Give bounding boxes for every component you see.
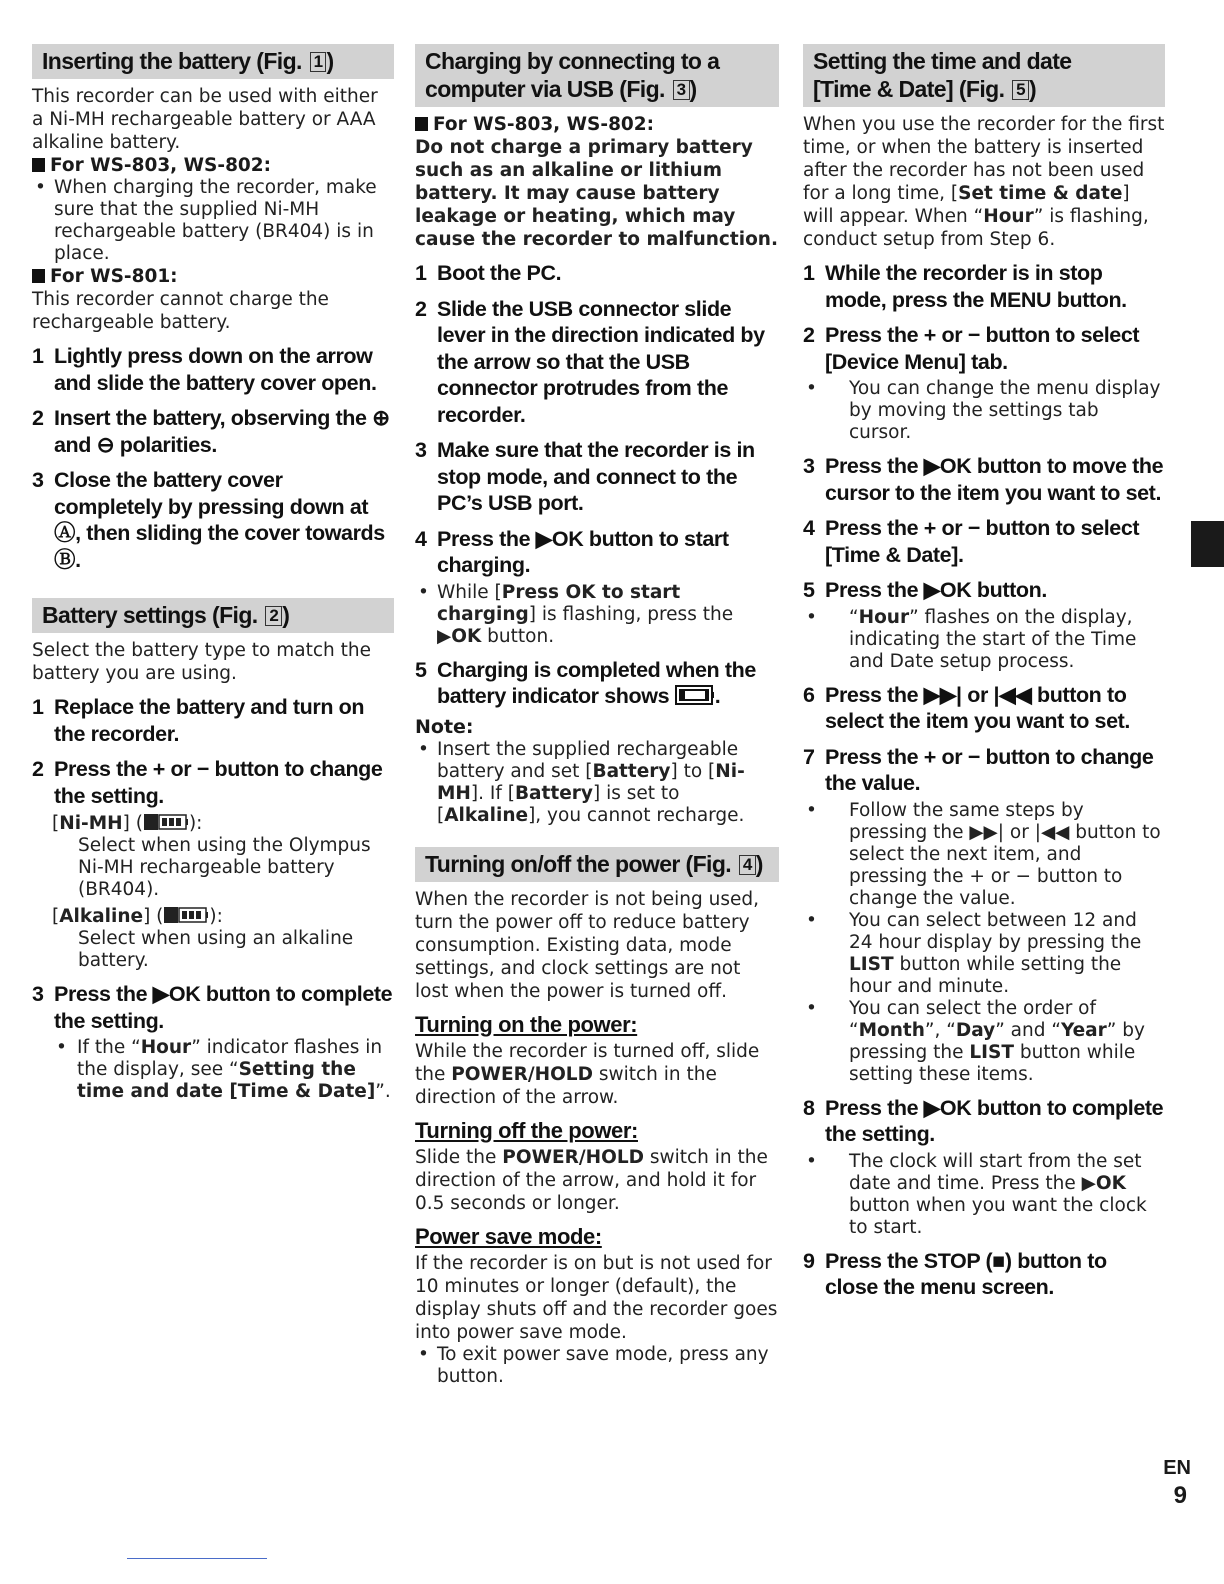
usb-step-1: 1 Boot the PC. [415,261,562,285]
note-marker-icon [32,269,45,283]
model-heading-801: For WS-801: [32,265,394,288]
alkaline-battery-icon [163,905,209,925]
insert-intro: This recorder can be used with either a Ni-MH rechargeable battery or AAA alkaline battery. [32,86,378,153]
page-number: 9 [1173,1482,1187,1509]
section-header-usb-charging: Charging by connecting to a computer via USB (Fig. 3 ) [415,44,779,107]
insert-step-3: 3 Close the battery cover completely by pressing down at Ⓐ, then sliding the cover towards Ⓑ. [32,468,385,572]
section-header-inserting-battery: Inserting the battery (Fig. 1 ) [32,44,394,79]
follow-steps-bullet: • Follow the same steps by pressing the ▶▶| or |◀◀ button to select the next item, and pressing the + or − button to change the value. [803,800,1165,910]
hour-flashes-bullet: • “Hour” flashes on the display, indicating the start of the Time and Date setup process. [803,607,1165,673]
battery-step-3: 3 Press the ▶OK button to complete the setting. [32,982,393,1033]
fig-number: 2 [265,606,282,626]
clock-start-bullet: • The clock will start from the set date and time. Press the ▶OK button when you want the clock to start. [803,1151,1165,1239]
power-intro: When the recorder is not being used, turn the power off to reduce battery consumption. Existing data, mode settings, and clock settings are not lost when the power is turned off. [415,888,760,1002]
time-step-2: 2 Press the + or − button to select [Device Menu] tab. [803,323,1140,374]
note-label: Note: [415,715,474,738]
model-heading-803: For WS-803, WS-802: [415,113,779,136]
option-nimh: [Ni-MH] ( ): [52,813,203,834]
turn-on-text: While the recorder is turned off, slide the POWER/HOLD switch in the direction of the arrow. [415,1040,760,1108]
section-header-battery-settings: Battery settings (Fig. 2 ) [32,598,394,633]
fig-number: 4 [739,855,756,875]
insert-step-2: 2 Insert the battery, observing the ⊕ and ⊖ polarities. [32,406,390,457]
footer-rule [127,1558,267,1559]
section-header-power: Turning on/off the power (Fig. 4 ) [415,847,779,882]
time-step-5: 5 Press the ▶OK button. [803,578,1047,602]
language-label: EN [1163,1457,1191,1479]
time-intro: When you use the recorder for the first time, or when the battery is inserted after the recorder has not been used for a long time, [Set time & date] will appear. When “Hour” is flashing, conduct setup from Step 6. [803,114,1165,250]
column-left [32,44,394,1103]
column-right [803,44,1165,1304]
option-nimh-desc: Select when using the Olympus Ni-MH rechargeable battery (BR404). [78,835,371,900]
primary-battery-warning: Do not charge a primary battery such as an alkaline or lithium battery. It may cause battery leakage or heating, which may cause the recorder to malfunction. [415,137,778,250]
battery-settings-intro: Select the battery type to match the battery you are using. [32,640,372,684]
usb-step-5: 5 Charging is completed when the battery indicator shows . [415,657,756,708]
nimh-battery-icon [143,812,189,832]
time-step-4: 4 Press the + or − button to select [Time & Date]. [803,516,1140,567]
power-save-bullet: • To exit power save mode, press any button. [415,1344,779,1388]
option-alkaline: [Alkaline] ( ): [52,906,223,927]
fig-number: 3 [673,80,690,100]
usb-step-4: 4 Press the ▶OK button to start charging. [415,526,729,577]
subheading-turn-on: Turning on the power: [415,1011,638,1037]
charging-bullet: • When charging the recorder, make sure that the supplied Ni-MH rechargeable battery (BR404) is in place. [32,177,394,265]
time-step-1: 1 While the recorder is in stop mode, press the MENU button. [803,261,1127,312]
full-battery-icon [675,684,715,706]
tab-cursor-bullet: • You can change the menu display by moving the settings tab cursor. [803,378,1165,444]
time-step-7: 7 Press the + or − button to change the value. [803,744,1154,795]
hour-flash-bullet: • If the “Hour” indicator flashes in the display, see “Setting the time and date [Time & Date]”. [32,1037,394,1103]
press-ok-bullet: • While [Press OK to start charging] is flashing, press the ▶OK button. [415,582,779,648]
chapter-tab-marker [1191,521,1224,567]
fig-number: 5 [1012,80,1029,100]
insert-step-1: 1 Lightly press down on the arrow and slide the battery cover open. [32,344,377,395]
subheading-power-save: Power save mode: [415,1223,602,1249]
time-step-3: 3 Press the ▶OK button to move the cursor to the item you want to set. [803,454,1164,505]
time-step-8: 8 Press the ▶OK button to complete the setting. [803,1095,1164,1146]
fig-number: 1 [310,52,327,72]
date-order-bullet: • You can select the order of “Month”, “Day” and “Year” by pressing the LIST button while setting these items. [803,998,1165,1086]
hour-display-bullet: • You can select between 12 and 24 hour display by pressing the LIST button while setting the hour and minute. [803,910,1165,998]
model-heading-803: For WS-803, WS-802: [32,154,394,177]
usb-step-2: 2 Slide the USB connector slide lever in the direction indicated by the arrow so that the USB connector protrudes from the recorder. [415,296,765,427]
battery-step-1: 1 Replace the battery and turn on the recorder. [32,695,365,746]
time-step-9: 9 Press the STOP (■) button to close the menu screen. [803,1248,1107,1299]
battery-step-2: 2 Press the + or − button to change the setting. [32,757,383,808]
note-marker-icon [32,158,45,172]
option-alkaline-desc: Select when using an alkaline battery. [78,928,354,971]
column-middle [415,44,779,1388]
turn-off-text: Slide the POWER/HOLD switch in the direction of the arrow, and hold it for 0.5 seconds or longer. [415,1146,768,1214]
subheading-turn-off: Turning off the power: [415,1117,638,1143]
time-step-6: 6 Press the ▶▶| or |◀◀ button to select the item you want to set. [803,682,1130,733]
power-save-text: If the recorder is on but is not used for 10 minutes or longer (default), the display shuts off and the recorder goes into power save mode. [415,1252,778,1343]
ws801-text: This recorder cannot charge the rechargeable battery. [32,289,329,333]
note-marker-icon [415,117,428,131]
section-header-time-date: Setting the time and date [Time & Date] (Fig. 5 ) [803,44,1165,107]
usb-step-3: 3 Make sure that the recorder is in stop mode, and connect to the PC’s USB port. [415,438,755,515]
note-bullet: • Insert the supplied rechargeable battery and set [Battery] to [Ni-MH]. If [Battery] is set to [Alkaline], you cannot recharge. [415,739,779,827]
